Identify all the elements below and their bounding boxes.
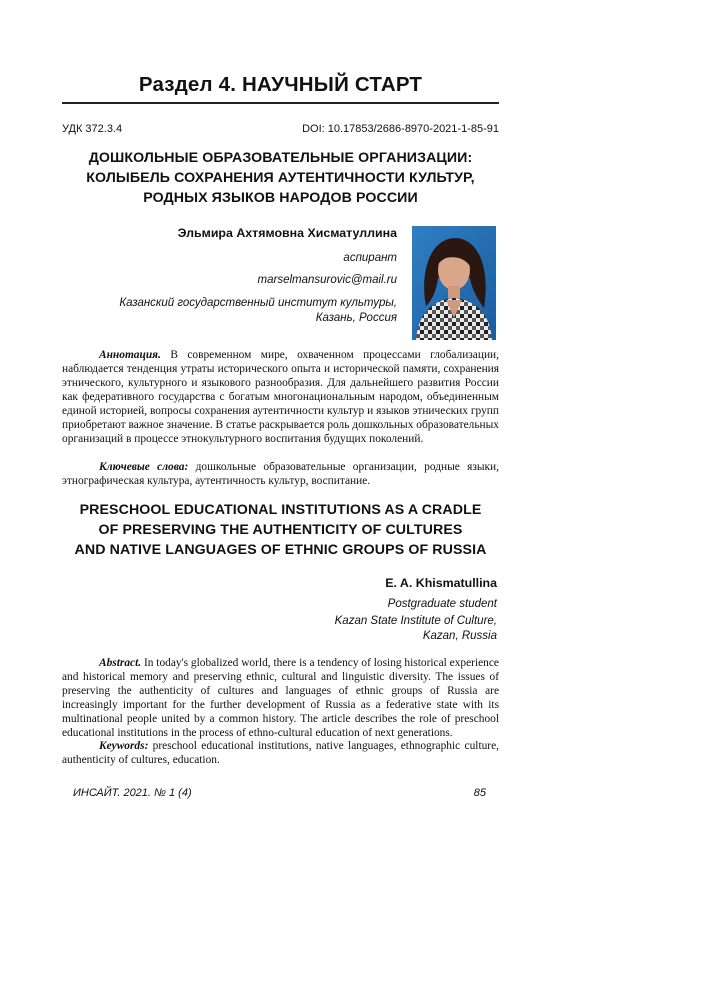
en-title-line: PRESCHOOL EDUCATIONAL INSTITUTIONS AS A CRADLE [79, 502, 482, 518]
ru-title-line: РОДНЫХ ЯЗЫКОВ НАРОДОВ РОССИИ [143, 190, 418, 206]
ru-author-affiliation [119, 296, 397, 326]
ru-title-line: КОЛЫБЕЛЬ СОХРАНЕНИЯ АУТЕНТИЧНОСТИ КУЛЬТУР, [86, 170, 475, 186]
ru-abstract-text: В современном мире, охваченном процессами глобализации, наблюдается тенденция утраты исторического опыта и исторической памяти, сохранения этнического, культурного и языкового разнообразия. Для дальнейшего развития России как федеративного государства с богатым многонациональным народом, объединенным единой историей, вопросы сохранения аутентичности культур и языков этнических групп приобретают важное значение. В статье раскрывается роль дошкольных образовательных организаций в процессе этнокультурного воспитания будущих поколений. [62, 349, 499, 445]
en-title-line: OF PRESERVING THE AUTHENTICITY OF CULTURES [98, 522, 463, 538]
ru-keywords [62, 460, 499, 488]
en-abstract [62, 656, 499, 740]
en-affiliation-line: Kazan State Institute of Culture, [334, 615, 497, 627]
en-affiliation-line: Kazan, Russia [422, 630, 497, 642]
en-keywords-label: Keywords: [99, 740, 149, 752]
author-photo [412, 226, 496, 340]
en-keywords [62, 739, 499, 767]
udc-code: УДК 372.3.4 [62, 123, 123, 135]
en-keywords-text: preschool educational institutions, native languages, ethnographic culture, authenticity of cultures, education. [62, 740, 499, 766]
ru-author-position: аспирант [343, 252, 397, 264]
section-divider [62, 102, 499, 104]
ru-abstract [62, 348, 499, 446]
en-author-affiliation [335, 614, 497, 644]
en-title-line: AND NATIVE LANGUAGES OF ETHNIC GROUPS OF RUSSIA [74, 542, 487, 558]
ru-author-email[interactable]: marselmansurovic@mail.ru [257, 274, 397, 286]
page-number: 85 [473, 787, 486, 799]
ru-title-line: ДОШКОЛЬНЫЕ ОБРАЗОВАТЕЛЬНЫЕ ОРГАНИЗАЦИИ: [88, 150, 473, 166]
en-abstract-text: In today's globalized world, there is a tendency of losing historical experience and historical memory and preserving ethnic, cultural and linguistic diversity. The issues of preserving the authenticity of cultures and languages of ethnic groups of Russia are increasingly important for the further development of Russia as a federative state with its multinational people united by a common history. The article describes the role of preschool educational institutions in the process of ethno-cultural education of next generations. [62, 657, 499, 739]
ru-keywords-label: Ключевые слова: [99, 461, 189, 473]
ru-abstract-label: Аннотация. [99, 349, 161, 361]
ru-article-title [62, 148, 499, 208]
ru-affiliation-line: Казанский государственный институт культуры, [119, 297, 397, 309]
en-abstract-label: Abstract. [99, 657, 142, 669]
en-author-position: Postgraduate student [387, 598, 497, 610]
ru-keywords-text: дошкольные образовательные организации, родные языки, этнографическая культура, аутентичность культур, воспитание. [62, 461, 500, 487]
ru-affiliation-line: Казань, Россия [315, 312, 397, 324]
journal-footer: ИНСАЙТ. 2021. № 1 (4) [73, 787, 192, 799]
en-article-title [62, 500, 499, 560]
section-title: Раздел 4. НАУЧНЫЙ СТАРТ [138, 73, 423, 96]
doi: DOI: 10.17853/2686-8970-2021-1-85-91 [302, 123, 499, 135]
ru-author-name: Эльмира Ахтямовна Хисматуллина [177, 226, 397, 240]
en-author-name: E. A. Khismatullina [385, 576, 497, 590]
